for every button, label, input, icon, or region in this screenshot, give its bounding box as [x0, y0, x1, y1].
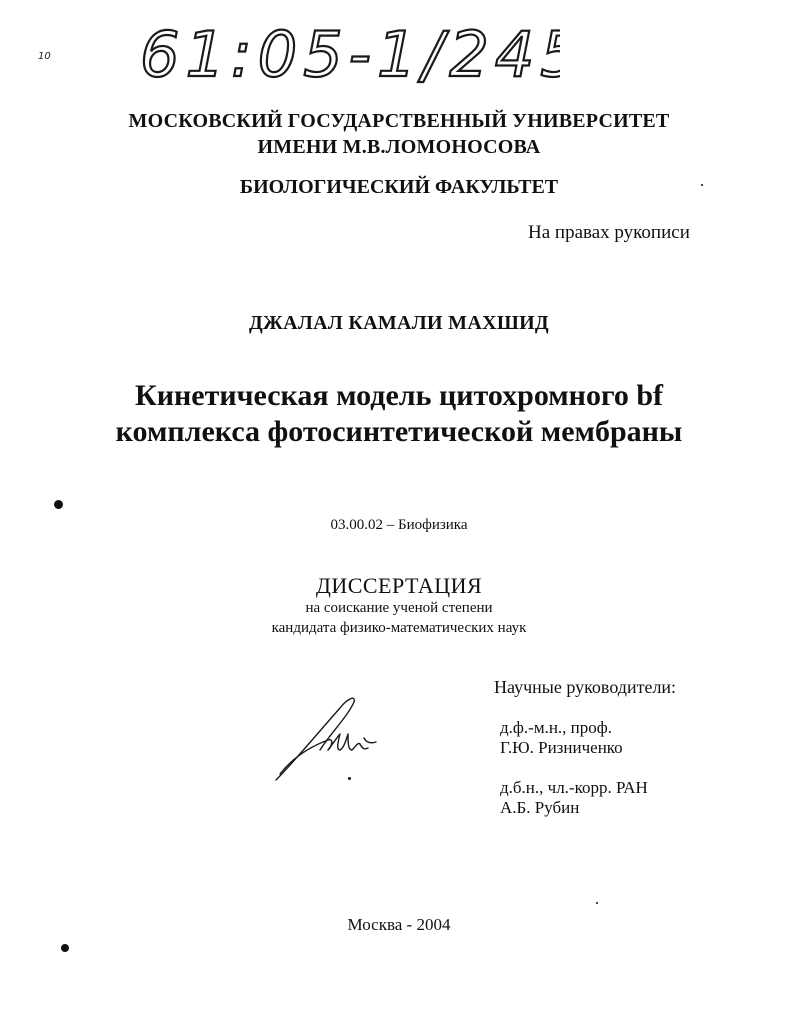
- dissertation-title: [0, 378, 798, 450]
- binding-hole-mark: [54, 500, 63, 509]
- supervisor-degree: д.ф.-м.н., проф.: [500, 718, 613, 737]
- dissertation-heading: ДИССЕРТАЦИЯ: [315, 573, 483, 598]
- supervisor-2: [500, 778, 648, 818]
- degree-line-2: кандидата физико-математических наук: [271, 620, 527, 636]
- title-line-1: Кинетическая модель цитохромного bf: [134, 379, 664, 412]
- scan-speck: [596, 902, 598, 904]
- author-name: ДЖАЛАЛ КАМАЛИ МАХШИД: [249, 312, 549, 334]
- title-line-2: комплекса фотосинтетической мембраны: [115, 415, 683, 448]
- margin-mark: [38, 48, 60, 62]
- place-and-year: Москва - 2004: [347, 915, 451, 934]
- handwritten-code-text: 61:05-1/245: [140, 18, 560, 91]
- faculty-name: БИОЛОГИЧЕСКИЙ ФАКУЛЬТЕТ: [239, 176, 559, 198]
- university-line-2: ИМЕНИ М.В.ЛОМОНОСОВА: [257, 136, 541, 158]
- degree-line-1: на соискание ученой степени: [305, 600, 493, 616]
- university-name: [0, 108, 798, 160]
- supervisor-degree: д.б.н., чл.-корр. РАН: [500, 778, 648, 797]
- margin-mark-text: 10: [38, 51, 51, 62]
- scan-speck: [348, 777, 351, 780]
- signature-icon: [272, 694, 382, 786]
- university-line-1: МОСКОВСКИЙ ГОСУДАРСТВЕННЫЙ УНИВЕРСИТЕТ: [128, 110, 670, 132]
- manuscript-rights-note: На правах рукописи: [528, 222, 690, 243]
- specialty-code: 03.00.02 – Биофизика: [330, 517, 468, 533]
- supervisor-1: [500, 718, 623, 758]
- supervisor-name: А.Б. Рубин: [500, 798, 580, 817]
- scan-speck: [701, 184, 703, 186]
- binding-hole-mark: [61, 944, 69, 952]
- supervisors-label: Научные руководители:: [494, 677, 677, 697]
- handwritten-archive-code: [140, 8, 560, 98]
- supervisor-name: Г.Ю. Ризниченко: [500, 738, 623, 757]
